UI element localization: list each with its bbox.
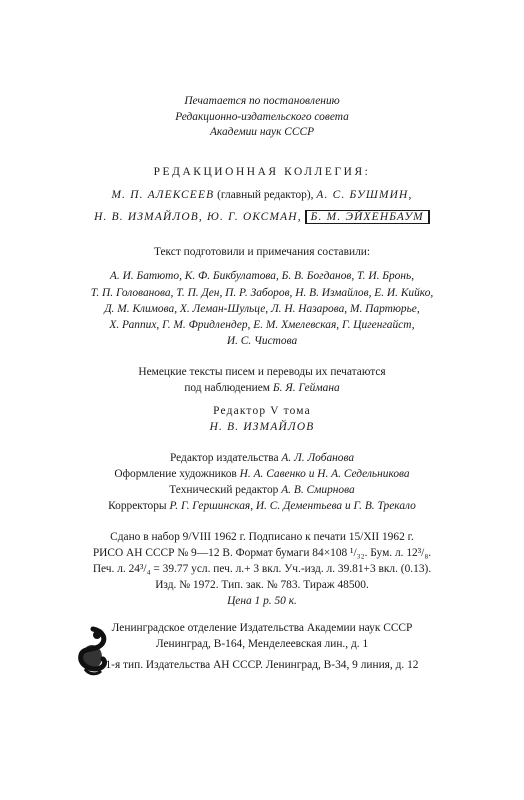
credit-label: Технический редактор [169, 484, 279, 496]
credit-design [0, 467, 524, 482]
print-info-line-1: Сдано в набор 9/VIII 1962 г. Подписано к печати 15/XII 1962 г. [110, 531, 414, 543]
credit-technical [0, 483, 524, 498]
preparers-line-5: И. С. Чистова [226, 335, 298, 347]
preparers-line-4: Х. Раппих, Г. М. Фридлендер, Е. М. Хмелевская, Г. Цигенгайст, [109, 319, 415, 331]
credit-label: Редактор издательства [169, 452, 279, 464]
imprint-line-2: Редакционно-издательского совета [175, 111, 349, 123]
print-info-line-4: Изд. № 1972. Тип. зак. № 783. Тираж 48500. [155, 579, 369, 591]
imprint-line-3: Академии наук СССР [209, 126, 315, 138]
preparers-line-3: Д. М. Климова, Х. Леман-Шульце, Л. Н. Назарова, М. Партюрье, [104, 303, 420, 315]
board-member-bushmin: А. С. БУШМИН, [316, 189, 413, 201]
publisher-line-2: Ленинград, В-164, Менделеевская лин., д. 1 [155, 638, 369, 650]
credit-editor [0, 451, 524, 466]
board-role: (главный редактор), [217, 189, 314, 201]
price: Цена 1 р. 50 к. [227, 595, 297, 607]
german-note-line-1: Немецкие тексты писем и переводы их печатаются [138, 366, 386, 378]
preparers-line-2: Т. П. Голованова, Т. П. Ден, П. Р. Заборов, Н. В. Измайлов, Е. И. Кийко, [90, 287, 434, 299]
printer-seal-icon [73, 625, 111, 677]
print-info-line-3: Печ. л. 24³/₄ = 39.77 усл. печ. л.+ 3 вкл. Уч.-изд. л. 39.81+3 вкл. (0.13). [92, 563, 432, 575]
imprint-line-1: Печатается по постановлению [184, 95, 340, 107]
credit-names: Н. А. Савенко и Н. А. Седельникова [239, 468, 410, 480]
volume-editor-title: Редактор V тома [213, 405, 311, 417]
german-note-name: Б. Я. Геймана [272, 382, 340, 394]
board-member-alekseev: М. П. АЛЕКСЕЕВ [111, 189, 215, 201]
credit-label: Оформление художников [114, 468, 237, 480]
german-note-prefix: под наблюдением [184, 382, 271, 394]
german-note-line-2 [0, 381, 524, 396]
board-member-eikhenbaum-boxed: Б. М. ЭЙХЕНБАУМ [305, 210, 430, 224]
credit-proofreaders [0, 499, 524, 514]
board-members: Н. В. ИЗМАЙЛОВ, Ю. Г. ОКСМАН, [94, 211, 302, 223]
board-heading: РЕДАКЦИОННАЯ КОЛЛЕГИЯ: [153, 166, 371, 178]
printer-line: 1-я тип. Издательства АН СССР. Ленинград, В-34, 9 линия, д. 12 [105, 659, 419, 671]
credit-names: А. В. Смирнова [281, 484, 355, 496]
volume-editor-name: Н. В. ИЗМАЙЛОВ [209, 421, 315, 433]
board-row-1 [0, 188, 524, 203]
board-row-2 [0, 210, 524, 225]
print-info-line-2: РИСО АН СССР № 9—12 В. Формат бумаги 84×108 ¹/₃₂. Бум. л. 12³/₈. [92, 547, 432, 559]
credit-names: А. Л. Лобанова [281, 452, 355, 464]
preparers-line-1: А. И. Батюто, К. Ф. Бикбулатова, Б. В. Богданов, Т. И. Бронь, [109, 270, 415, 282]
publisher-line-1: Ленинградское отделение Издательства Академии наук СССР [111, 622, 413, 634]
credit-label: Корректоры [108, 500, 167, 512]
preparers-heading: Текст подготовили и примечания составили: [153, 246, 371, 258]
credit-names: Р. Г. Гершинская, И. С. Дементьева и Г. В. Трекало [169, 500, 416, 512]
